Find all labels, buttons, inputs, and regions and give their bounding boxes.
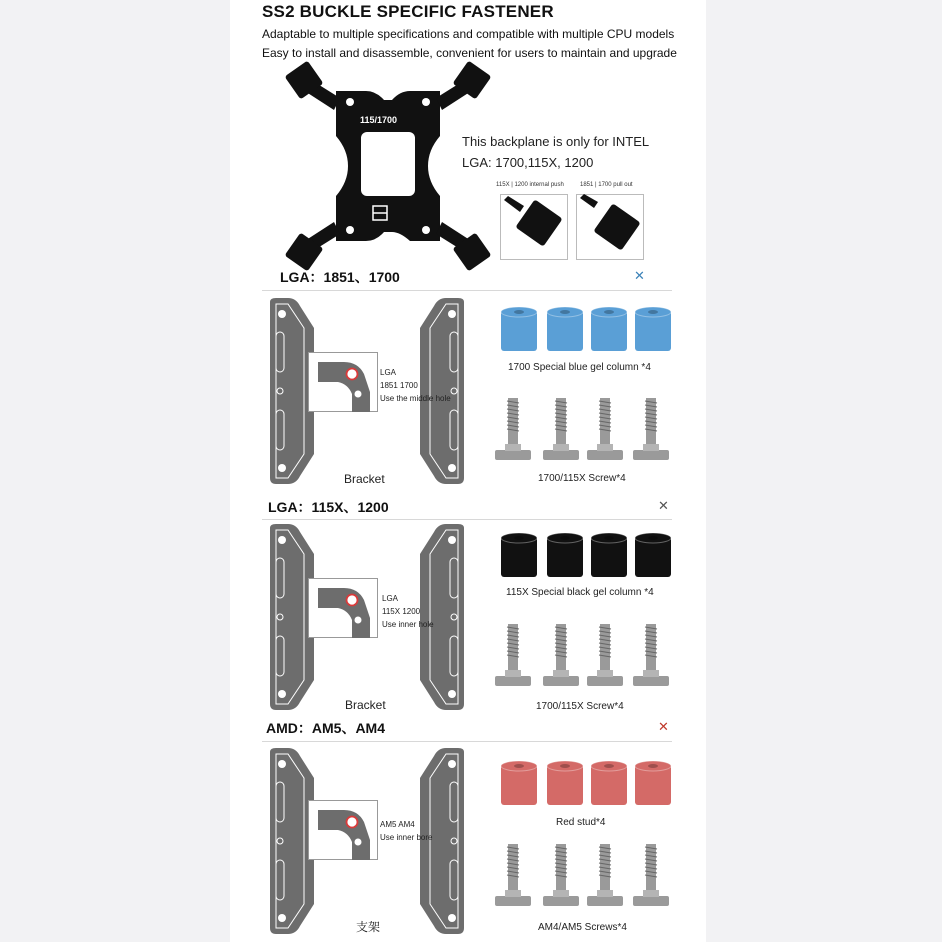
screw: [586, 398, 624, 464]
bracket: [418, 524, 468, 710]
gel-column: [590, 532, 628, 580]
screw-label: 1700/115X Screw*4: [538, 473, 626, 484]
section-heading-115x: LGA：115X、1200: [268, 499, 389, 515]
gel-column: [634, 306, 672, 354]
gel-column: [634, 760, 672, 808]
bracket: [418, 298, 468, 484]
zoom-note-line: AM5 AM4: [380, 820, 415, 829]
screw: [542, 844, 580, 910]
section-divider: [262, 290, 672, 291]
cross-icon: ✕: [634, 268, 645, 283]
screw: [542, 398, 580, 464]
gel-column: [546, 532, 584, 580]
gel-column: [500, 532, 538, 580]
screw: [632, 398, 670, 464]
backplate-note-line-1: This backplane is only for INTEL: [462, 134, 650, 149]
bracket-zoom-detail: [308, 352, 378, 412]
gel-column: [634, 532, 672, 580]
section-heading-1851: LGA：1851、1700: [280, 269, 400, 285]
gel-column: [500, 760, 538, 808]
screw: [542, 624, 580, 690]
page-title: SS2 BUCKLE SPECIFIC FASTENER: [262, 2, 554, 21]
section-divider: [262, 741, 672, 742]
zoom-note-line: 1851 1700: [380, 381, 418, 390]
cross-icon: ✕: [658, 719, 669, 734]
bracket-label: Bracket: [344, 472, 385, 486]
zoom-note-line: Use the middle hole: [380, 394, 451, 403]
screw: [494, 624, 532, 690]
cross-icon: ✕: [658, 498, 669, 513]
push-label-b: 1851 | 1700 pull out: [580, 182, 633, 188]
screw-label: 1700/115X Screw*4: [536, 701, 624, 712]
column-label: 115X Special black gel column *4: [506, 587, 654, 598]
gel-column: [500, 306, 538, 354]
section-heading-amd: AMD：AM5、AM4: [266, 720, 385, 736]
screw: [494, 398, 532, 464]
backplate-note-line-2: LGA: 1700,115X, 1200: [462, 155, 594, 170]
screw: [586, 844, 624, 910]
zoom-note-line: 115X 1200: [382, 607, 421, 616]
subtitle-line-1: Adaptable to multiple specifications and compatible with multiple CPU models: [262, 27, 675, 41]
bracket-label: Bracket: [345, 698, 386, 712]
screw: [494, 844, 532, 910]
backplate-center-label: 115/1700: [360, 115, 398, 125]
gel-column: [590, 760, 628, 808]
bracket-zoom-detail: [308, 578, 378, 638]
section-divider: [262, 519, 672, 520]
screw: [632, 624, 670, 690]
zoom-note-line: LGA: [382, 594, 399, 603]
push-detail-b: [576, 194, 644, 260]
zoom-note-line: Use inner bore: [380, 833, 433, 842]
gel-column: [590, 306, 628, 354]
screw-label: AM4/AM5 Screws*4: [538, 922, 627, 933]
push-label-a: 115X | 1200 internal push: [496, 182, 564, 188]
column-label: Red stud*4: [556, 817, 606, 828]
column-label: 1700 Special blue gel column *4: [508, 362, 651, 373]
screw: [586, 624, 624, 690]
bracket-label: 支架: [356, 920, 381, 934]
bracket-zoom-detail: [308, 800, 378, 860]
subtitle-line-2: Easy to install and disassemble, convenient for users to maintain and upgrade: [262, 46, 677, 60]
screw: [632, 844, 670, 910]
zoom-note-line: LGA: [380, 368, 397, 377]
zoom-note-line: Use inner hole: [382, 620, 434, 629]
gel-column: [546, 760, 584, 808]
gel-column: [546, 306, 584, 354]
push-detail-a: [500, 194, 568, 260]
